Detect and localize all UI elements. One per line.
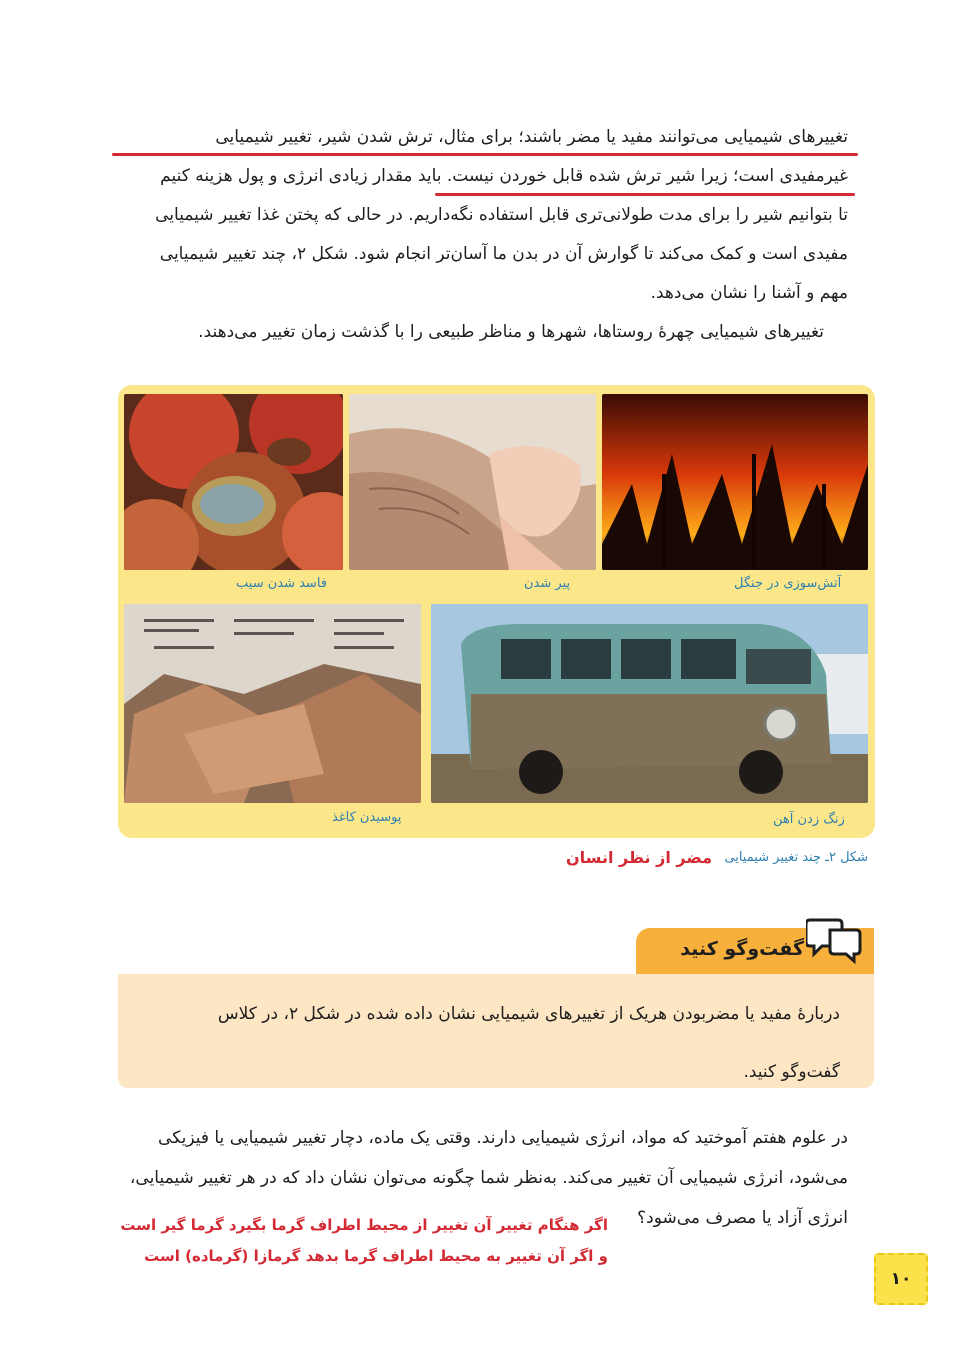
caption-apple-rot: فاسد شدن سیب (236, 576, 327, 591)
page-number: ۱۰ (874, 1253, 928, 1305)
photo-rusty-van (431, 604, 868, 803)
discussion-line: گفت‌وگو کنید. (743, 1062, 840, 1082)
intro-line: تا بتوانیم شیر را برای مدت طولانی‌تری قابل استفاده نگه‌داریم. در حالی که پختن غذا تغییر شیمیایی (155, 205, 848, 225)
handwritten-note: مضر از نظر انسان (566, 848, 713, 867)
discussion-line: دربارهٔ مفید یا مضربودن هریک از تغییرهای شیمیایی نشان داده شده در شکل ۲، در کلاس (217, 1004, 840, 1024)
figure-panel (118, 385, 875, 838)
discussion-tab (636, 928, 874, 974)
closing-line: انرژی آزاد یا مصرف می‌شود؟ (637, 1208, 848, 1228)
intro-line: غیرمفیدی است؛ زیرا شیر ترش شده قابل خوردن نیست. باید مقدار زیادی انرژی و پول هزینه کنیم (160, 166, 848, 186)
discussion-title: گفت‌وگو کنید (680, 938, 804, 960)
answer-line: و اگر آن تغییر به محیط اطراف گرما بدهد گرمازا (گرماده) است (144, 1247, 608, 1265)
second-paragraph: تغییرهای شیمیایی چهرهٔ روستاها، شهرها و مناظر طبیعی را با گذشت زمان تغییر می‌دهند. (198, 322, 824, 342)
handwritten-underline (435, 193, 855, 196)
intro-line: مهم و آشنا را نشان می‌دهد. (650, 283, 848, 303)
speech-bubbles-icon (806, 914, 862, 964)
photo-aging-hands (349, 394, 596, 570)
intro-line: تغییرهای شیمیایی می‌توانند مفید یا مضر باشند؛ برای مثال، ترش شدن شیر، تغییر شیمیایی (215, 127, 848, 147)
photo-apple-rot (124, 394, 343, 570)
closing-line: در علوم هفتم آموختید که مواد، انرژی شیمیایی دارند. وقتی یک ماده، دچار تغییر شیمیایی یا فیزیکی (158, 1128, 848, 1148)
caption-aging: پیر شدن (524, 576, 571, 591)
photo-paper-decay (124, 604, 421, 803)
handwritten-answer (118, 1210, 608, 1272)
handwritten-underline (112, 153, 858, 156)
discussion-text (150, 985, 840, 1101)
figure-caption: شکل ۲ـ چند تغییر شیمیایی (724, 850, 868, 865)
intro-line: مفیدی است و کمک می‌کند تا گوارش آن در بدن ما آسان‌تر انجام شود. شکل ۲، چند تغییر شیمیایی (159, 244, 848, 264)
caption-iron-rust: زنگ زدن آهن (773, 812, 845, 827)
answer-line: اگر هنگام تغییر آن تغییر از محیط اطراف گرما بگیرد گرما گیر است (120, 1216, 608, 1234)
caption-paper-decay: پوسیدن کاغذ (332, 810, 402, 825)
caption-forest-fire: آتش‌سوزی در جنگل (734, 576, 842, 591)
photo-forest-fire (602, 394, 868, 570)
closing-line: می‌شود، انرژی شیمیایی آن تغییر می‌کند. به‌نظر شما چگونه می‌توان نشان داد که در هر تغییر شیمیایی، (129, 1168, 848, 1188)
